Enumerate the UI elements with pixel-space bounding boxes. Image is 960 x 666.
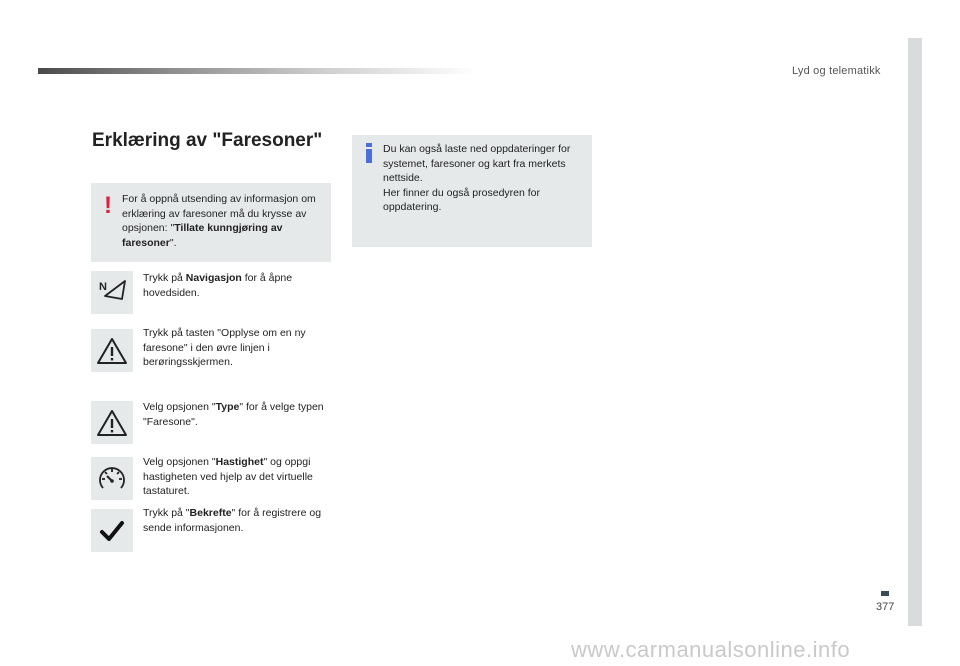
warning-triangle-icon — [95, 408, 129, 438]
navigation-icon-box — [91, 271, 133, 314]
warning-triangle-icon — [95, 336, 129, 366]
info-text: Du kan også laste ned oppdateringer for systemet, faresoner og kart fra merkets nettside. Her finner du også prosedyren for oppdatering. — [383, 143, 571, 213]
step-confirm-text: Trykk på "Bekrefte" for å registrere og sende informasjonen. — [143, 507, 322, 534]
section-title: Lyd og telematikk — [792, 65, 881, 77]
watermark-text: www.carmanualsonline.info — [571, 637, 851, 662]
header-decorative-bar — [38, 68, 478, 74]
info-icon — [364, 143, 374, 163]
step-report-danger-zone-text: Trykk på tasten "Opplyse om en ny faresone" i den øvre linjen i berøringsskjermen. — [143, 327, 306, 368]
step-navigation-text: Trykk på Navigasjon for å åpne hovedsiden. — [143, 272, 293, 299]
page-number: 377 — [876, 601, 895, 613]
warning-triangle-icon-box — [91, 329, 133, 372]
page-marker — [881, 591, 889, 596]
navigation-icon — [96, 277, 128, 309]
speedometer-icon-box — [91, 457, 133, 500]
checkmark-icon — [98, 519, 126, 543]
speedometer-icon — [96, 464, 128, 494]
checkmark-icon-box — [91, 509, 133, 552]
exclamation-icon: ! — [104, 192, 112, 219]
svg-text:N: N — [99, 280, 107, 293]
side-tab-bar — [908, 38, 922, 626]
step-speed-text: Velg opsjonen "Hastighet" og oppgi hastigheten ved hjelp av det virtuelle tastaturet. — [143, 456, 313, 497]
page-title: Erklæring av "Faresoner" — [92, 130, 323, 151]
step-type-text: Velg opsjonen "Type" for å velge typen "Faresone". — [143, 401, 324, 428]
warning-text: For å oppnå utsending av informasjon om erklæring av faresoner må du krysse av opsjonen: "Tillate kunngjøring av faresoner". — [122, 193, 316, 249]
warning-triangle-icon-box-2 — [91, 401, 133, 444]
